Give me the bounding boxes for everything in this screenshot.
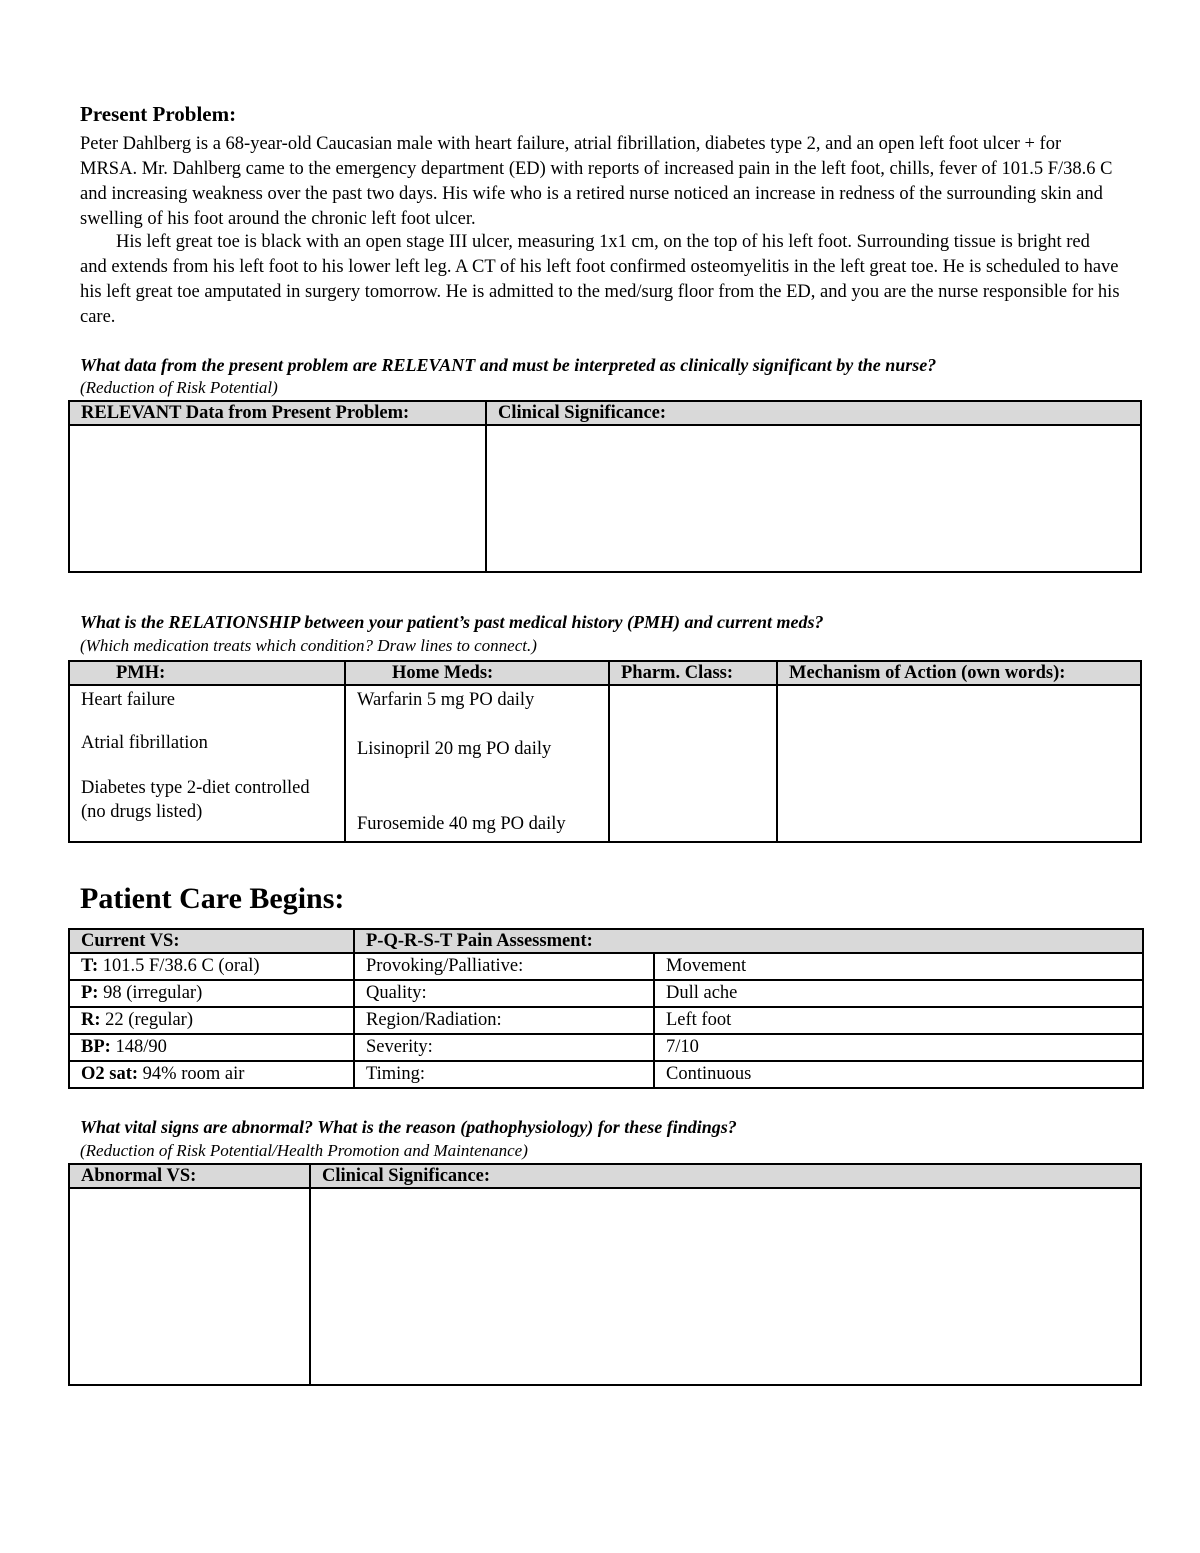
med-item: Warfarin 5 mg PO daily <box>357 690 535 710</box>
vital-o2-sat: O2 sat: 94% room air <box>69 1061 354 1088</box>
pqrst-label-quality: Quality: <box>354 980 654 1007</box>
table-row <box>69 1034 1143 1061</box>
vital-signs-table <box>68 928 1144 1089</box>
med-item: Furosemide 40 mg PO daily <box>357 814 566 834</box>
table-header-row <box>69 661 1141 685</box>
relevant-data-answer-cell[interactable] <box>69 425 486 572</box>
pqrst-label-severity: Severity: <box>354 1034 654 1061</box>
table-row <box>69 425 1141 572</box>
relevant-data-table <box>68 400 1142 573</box>
relevant-data-subtitle: (Reduction of Risk Potential) <box>80 378 278 397</box>
present-problem-paragraph-1: Peter Dahlberg is a 68-year-old Caucasian male with heart failure, atrial fibrillation, diabetes type 2, and an open left foot ulcer + for MRSA. Mr. Dahlberg came to the emergency department (ED) with reports of increased pain in the left foot, chills, fever of 101.5 F/38.6 C and increasing weakness over the past two days. His wife who is a retired nurse noticed an increase in redness of the surrounding skin and swelling of his foot around the chronic left foot ulcer. <box>80 134 1113 229</box>
relationship-subtitle: (Which medication treats which condition? Draw lines to connect.) <box>80 636 537 655</box>
pmh-header: PMH: <box>69 661 345 685</box>
pmh-item: Heart failure <box>81 690 175 710</box>
table-header-row <box>69 401 1141 425</box>
table-header-row <box>69 929 1143 953</box>
pqrst-header: P-Q-R-S-T Pain Assessment: <box>354 929 1143 953</box>
clinical-significance-header: Clinical Significance: <box>486 401 1141 425</box>
pqrst-value-quality: Dull ache <box>654 980 1143 1007</box>
abnormal-vs-subtitle: (Reduction of Risk Potential/Health Promotion and Maintenance) <box>80 1141 528 1160</box>
pmh-meds-table <box>68 660 1142 843</box>
pharm-class-header: Pharm. Class: <box>609 661 777 685</box>
mechanism-header: Mechanism of Action (own words): <box>777 661 1141 685</box>
pqrst-label-region: Region/Radiation: <box>354 1007 654 1034</box>
pmh-cell <box>69 685 345 842</box>
table-row <box>69 1188 1141 1385</box>
vital-temperature: T: 101.5 F/38.6 C (oral) <box>69 953 354 980</box>
clinical-significance-header: Clinical Significance: <box>310 1164 1141 1188</box>
clinical-significance-answer-cell[interactable] <box>486 425 1141 572</box>
table-row <box>69 953 1143 980</box>
home-meds-cell <box>345 685 609 842</box>
med-item: Lisinopril 20 mg PO daily <box>357 739 552 759</box>
mechanism-answer-cell[interactable] <box>777 685 1141 842</box>
pqrst-value-timing: Continuous <box>654 1061 1143 1088</box>
vital-respirations: R: 22 (regular) <box>69 1007 354 1034</box>
pmh-item: Atrial fibrillation <box>81 733 208 753</box>
table-header-row <box>69 1164 1141 1188</box>
pmh-item: Diabetes type 2-diet controlled (no drugs listed) <box>81 778 310 822</box>
home-meds-header: Home Meds: <box>345 661 609 685</box>
pqrst-label-timing: Timing: <box>354 1061 654 1088</box>
abnormal-vs-question: What vital signs are abnormal? What is the reason (pathophysiology) for these findings? <box>80 1117 737 1137</box>
pqrst-value-provoking: Movement <box>654 953 1143 980</box>
pharm-class-answer-cell[interactable] <box>609 685 777 842</box>
table-row <box>69 685 1141 842</box>
present-problem-paragraph-2: His left great toe is black with an open stage III ulcer, measuring 1x1 cm, on the top of his left foot. Surrounding tissue is bright red and extends from his left foot to his lower left leg. A CT of his left foot confirmed osteomyelitis in the left great toe. He is scheduled to have his left great toe amputated in surgery tomorrow. He is admitted to the med/surg floor from the ED, and you are the nurse responsible for his care. <box>80 232 1120 327</box>
table-row <box>69 1061 1143 1088</box>
relevant-data-header: RELEVANT Data from Present Problem: <box>69 401 486 425</box>
relevant-data-question: What data from the present problem are RELEVANT and must be interpreted as clinically significant by the nurse? <box>80 355 937 375</box>
current-vs-header: Current VS: <box>69 929 354 953</box>
table-row <box>69 980 1143 1007</box>
abnormal-vs-answer-cell[interactable] <box>69 1188 310 1385</box>
pqrst-value-region: Left foot <box>654 1007 1143 1034</box>
relationship-question: What is the RELATIONSHIP between your patient’s past medical history (PMH) and current meds? <box>80 612 824 632</box>
patient-care-title: Patient Care Begins: <box>80 882 345 915</box>
present-problem-title: Present Problem: <box>80 102 237 126</box>
abnormal-vs-table <box>68 1163 1142 1386</box>
abnormal-vs-header: Abnormal VS: <box>69 1164 310 1188</box>
pqrst-label-provoking: Provoking/Palliative: <box>354 953 654 980</box>
clinical-significance-answer-cell[interactable] <box>310 1188 1141 1385</box>
vital-pulse: P: 98 (irregular) <box>69 980 354 1007</box>
pqrst-value-severity: 7/10 <box>654 1034 1143 1061</box>
table-row <box>69 1007 1143 1034</box>
vital-blood-pressure: BP: 148/90 <box>69 1034 354 1061</box>
